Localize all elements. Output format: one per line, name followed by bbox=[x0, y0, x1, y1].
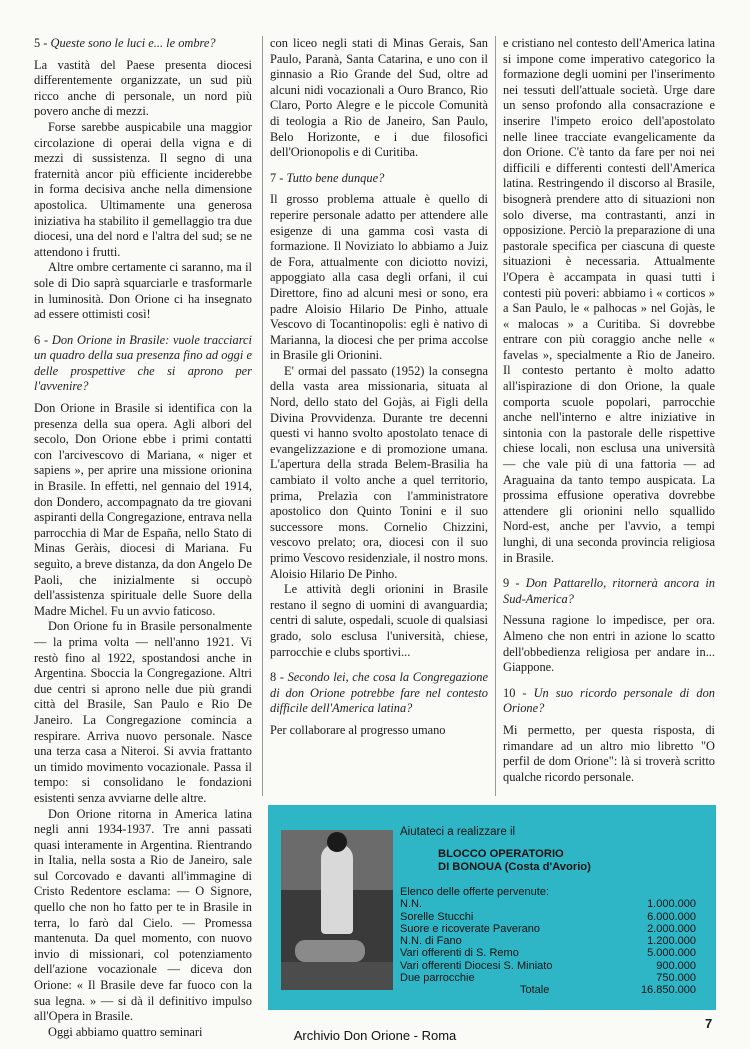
archive-footer: Archivio Don Orione - Roma bbox=[293, 1028, 457, 1043]
paragraph: Mi permetto, per questa risposta, di rimandare ad un altro mio libretto "O perfil de dom Orione": là si troverà scritto qualche ricordo personale. bbox=[503, 722, 715, 784]
question-5: 5 - Queste sono le luci e... le ombre? bbox=[34, 36, 216, 50]
donation-list-title: Elenco delle offerte pervenute: bbox=[400, 886, 550, 898]
column-1 bbox=[34, 36, 252, 1040]
paragraph: Per collaborare al progresso umano bbox=[270, 722, 446, 737]
paragraph: Don Orione in Brasile si identifica con la presenza della sua opera. Agli albori del secolo, Don Orione ebbe i primi contatti con l'arcivescovo di Mariana, « niger et sapiens », per aprire una missione orionina in Brasile. In effetti, nel gennaio del 1914, don Dondero, accompagnato da tre giovani aspiranti della Congregazione, entrava nella parrocchia di Mar de España, nello Stato di Minas Geràis, diocesi di Mariana. Fu seguìto, a breve distanza, da don Angelo De Paoli, che inizialmente si occupò dell'assistenza spirituale delle Suore della Madre Michel. Fu un avvio faticoso. bbox=[34, 401, 252, 618]
question-7: 7 - Tutto bene dunque? bbox=[270, 170, 385, 185]
paragraph: Oggi abbiamo quattro seminari bbox=[48, 1024, 203, 1039]
paragraph: Don Orione fu in Brasile personalmente — la prima volta — nell'anno 1921. Vi restò fino al 1922, spostandosi anche in Argentina. Sboccia la Congregazione. Altri due centri si aprono nelle due più grandi città del Brasile, San Paulo e Rio De Janeiro. La Congregazione comincia a respirare. Arriva nuovo personale. Nasce una terza casa a Niteroi. Si avvia frattanto un timido movimento vocazionale. Passa il tempo: si consolidano le fondazioni esistenti senza avviarne delle altre. bbox=[34, 619, 252, 805]
paragraph: Nessuna ragione lo impedisce, per ora. Almeno che non entri in azione lo scatto dell'obbedienza religiosa per andare in... Giappone. bbox=[503, 613, 715, 675]
appeal-intro: Aiutateci a realizzare il bbox=[400, 826, 516, 838]
paragraph: Forse sarebbe auspicabile una maggior circolazione di operai della vigna e di mezzi di sussistenza. Il segno di una fraternità ancor più efficiente inciderebbe in forma decisiva anche nella dimensione apostolica. Ultimamente una generosa iniziativa ha stabilito il gemellaggio tra due diocesi, una del nord e l'altra del sud; se ne attendono i frutti. bbox=[34, 119, 252, 259]
donation-row: Vari offerenti Diocesi S. Miniato 900.000 bbox=[400, 959, 696, 972]
appeal-photo bbox=[281, 830, 393, 990]
paragraph: Don Orione ritorna in America latina negli anni 1934-1937. Tre anni passati quasi interamente in Argentina. Rientrando in Italia, nella sosta a Rio de Janeiro, sale sul Corcovado e davanti all'immagine di Cristo Redentore esclama: — O Signore, quello che non ho fatto per te in Brasile in terra, lo farò dal Cielo. — Promessa mantenuta. Da quel momento, con nuovo invio di missionari, col potenziamento dell'azione vocazionale — diceva don Orione: « Il Brasile deve far fuoco con la sua legna. » — si dà il definitivo impulso all'Opera in Brasile. bbox=[34, 806, 252, 1024]
donation-row: Suore e ricoverate Paverano 2.000.000 bbox=[400, 922, 696, 935]
paragraph: E' ormai del passato (1952) la consegna della vasta area missionaria, situata al Nord, dello stato del Gojàs, ai Figli della Divina Provvidenza. Durante tre decenni questi vi hanno svolto apostolato tenace di evangelizzazione e di promozione umana. L'apertura della strada Belem-Brasilia ha cambiato il volto anche a quel territorio, prima, Prelazìa con l'amministratore apostolico don Quinto Tonini e il suo successore mons. Cornelio Chizzini, vescovo prelato; ora, diocesi con il suo primo Vescovo residenziale, il nostro mons. Aloisio Hilario De Pinho. bbox=[270, 363, 488, 581]
appeal-title: BLOCCO OPERATORIO bbox=[438, 848, 564, 860]
question-6: 6 - Don Orione in Brasile: vuole tracciarci un quadro della sua presenza fino ad oggi e delle prospettive che si aprono per l'avvenire? bbox=[34, 332, 252, 394]
paragraph: Le attività degli orionini in Brasile restano il segno di uomini di avanguardia; centri di salute, ospedali, scuole di qualsiasi grado, solo esclusa l'università, chiese, parrocchie e clubs sportivi... bbox=[270, 582, 488, 659]
donation-list bbox=[400, 886, 696, 997]
donation-row: Vari offerenti di S. Remo 5.000.000 bbox=[400, 947, 696, 960]
question-8: 8 - Secondo lei, che cosa la Congregazione di don Orione potrebbe fare nel contesto difficile dell'America latina? bbox=[270, 670, 488, 716]
column-2 bbox=[270, 36, 488, 739]
page-number: 7 bbox=[705, 1016, 713, 1031]
paragraph: Il grosso problema attuale è quello di reperire personale adatto per attendere alle esigenze di una gamma così vasta di formazione. Il Noviziato lo abbiamo a Juiz de Fora, attualmente con diciotto novizi, appoggiato alla casa degli orfani, il cui Direttore, fino ad alcuni mesi or sono, era padre Aloisio Hilario De Pinho, attuale Vescovo di Tocantinopolis: egli è nativo di Marianna, la diocesi che per prima accolse in Brasile gli Orionini. bbox=[270, 192, 488, 363]
donation-row: N.N. di Fano 1.200.000 bbox=[400, 935, 696, 948]
column-3 bbox=[503, 36, 715, 785]
donation-row: N.N. 1.000.000 bbox=[400, 898, 696, 911]
donation-row: Sorelle Stucchi 6.000.000 bbox=[400, 910, 696, 923]
donation-total: Totale 16.850.000 bbox=[520, 984, 696, 997]
paragraph: e cristiano nel contesto dell'America latina si impone come imperativo categorico la formazione degli uomini per l'inserimento nei tessuti dell'attuale società. Urge dare un senso profondo alla consacrazione e inserire l'impeto eroico dell'apostolato nelle linee tracciate evangelicamente da don Orione. C'è tanto da fare per noi nei difficili e differenti contesti dell'America latina. Restringendo il discorso al Brasile, bisognerà prendere atto di situazioni non solo diverse, ma contrastanti, anzi in opposizione. Perciò la preparazione di una pastorale specifica per ciascuna di queste situazioni è necessaria. Attualmente l'Opera è accampata in quasi tutti i contesti più poveri: abbiamo i « corticos » a San Paulo, le « palhocas » nel Gojàs, le « malocas » a Curitiba. Si dovrebbe entrare con più coraggio anche nelle « favelas », specialmente a Rio de Janeiro. Il contesto pertanto è molto adatto all'ispirazione di don Orione, la quale comporta scuole popolari, parrocchie anche nell'interno e altre iniziative in sintonia con la pastorale delle rispettive chiese locali, non esclusa una università — che vale più di una fattoria — ad Araguaina da tanto tempo auspicata. La prossima effusione operativa dovrebbe attendere gli orionini nello squallido Nord-est, anche per l'avvio, a tempi lunghi, di una seconda provincia religiosa in Brasile. bbox=[503, 36, 715, 565]
column-divider bbox=[495, 36, 496, 796]
column-divider bbox=[262, 36, 263, 796]
paragraph: con liceo negli stati di Minas Gerais, San Paulo, Paranà, Santa Catarina, e uno con il ginnasio a Rio Grande del Sud, oltre ad alcuni nidi vocazionali a Ouro Branco, Rio Claro, Porto Alegre e le piccole Comunità di teologia a Rio de Janeiro, San Paulo, Belo Horizonte, e i due filosofici dell'Orionopolis e di Curitiba. bbox=[270, 36, 488, 160]
paragraph: La vastità del Paese presenta diocesi differentemente organizzate, un sud più ricco anche di personale, un nord più povero anche di mezzi. bbox=[34, 57, 252, 119]
question-9: 9 - Don Pattarello, ritornerà ancora in Sud-America? bbox=[503, 576, 715, 606]
paragraph: Altre ombre certamente ci saranno, ma il sole di Dio saprà squarciarle e trasformarle in luminosità. Don Orione ci ha insegnato ad essere ottimisti così! bbox=[34, 260, 252, 322]
question-10: 10 - Un suo ricordo personale di don Orione? bbox=[503, 685, 715, 716]
appeal-subtitle: DI BONOUA (Costa d'Avorio) bbox=[438, 861, 591, 873]
donation-row: Due parrocchie 750.000 bbox=[400, 972, 696, 985]
